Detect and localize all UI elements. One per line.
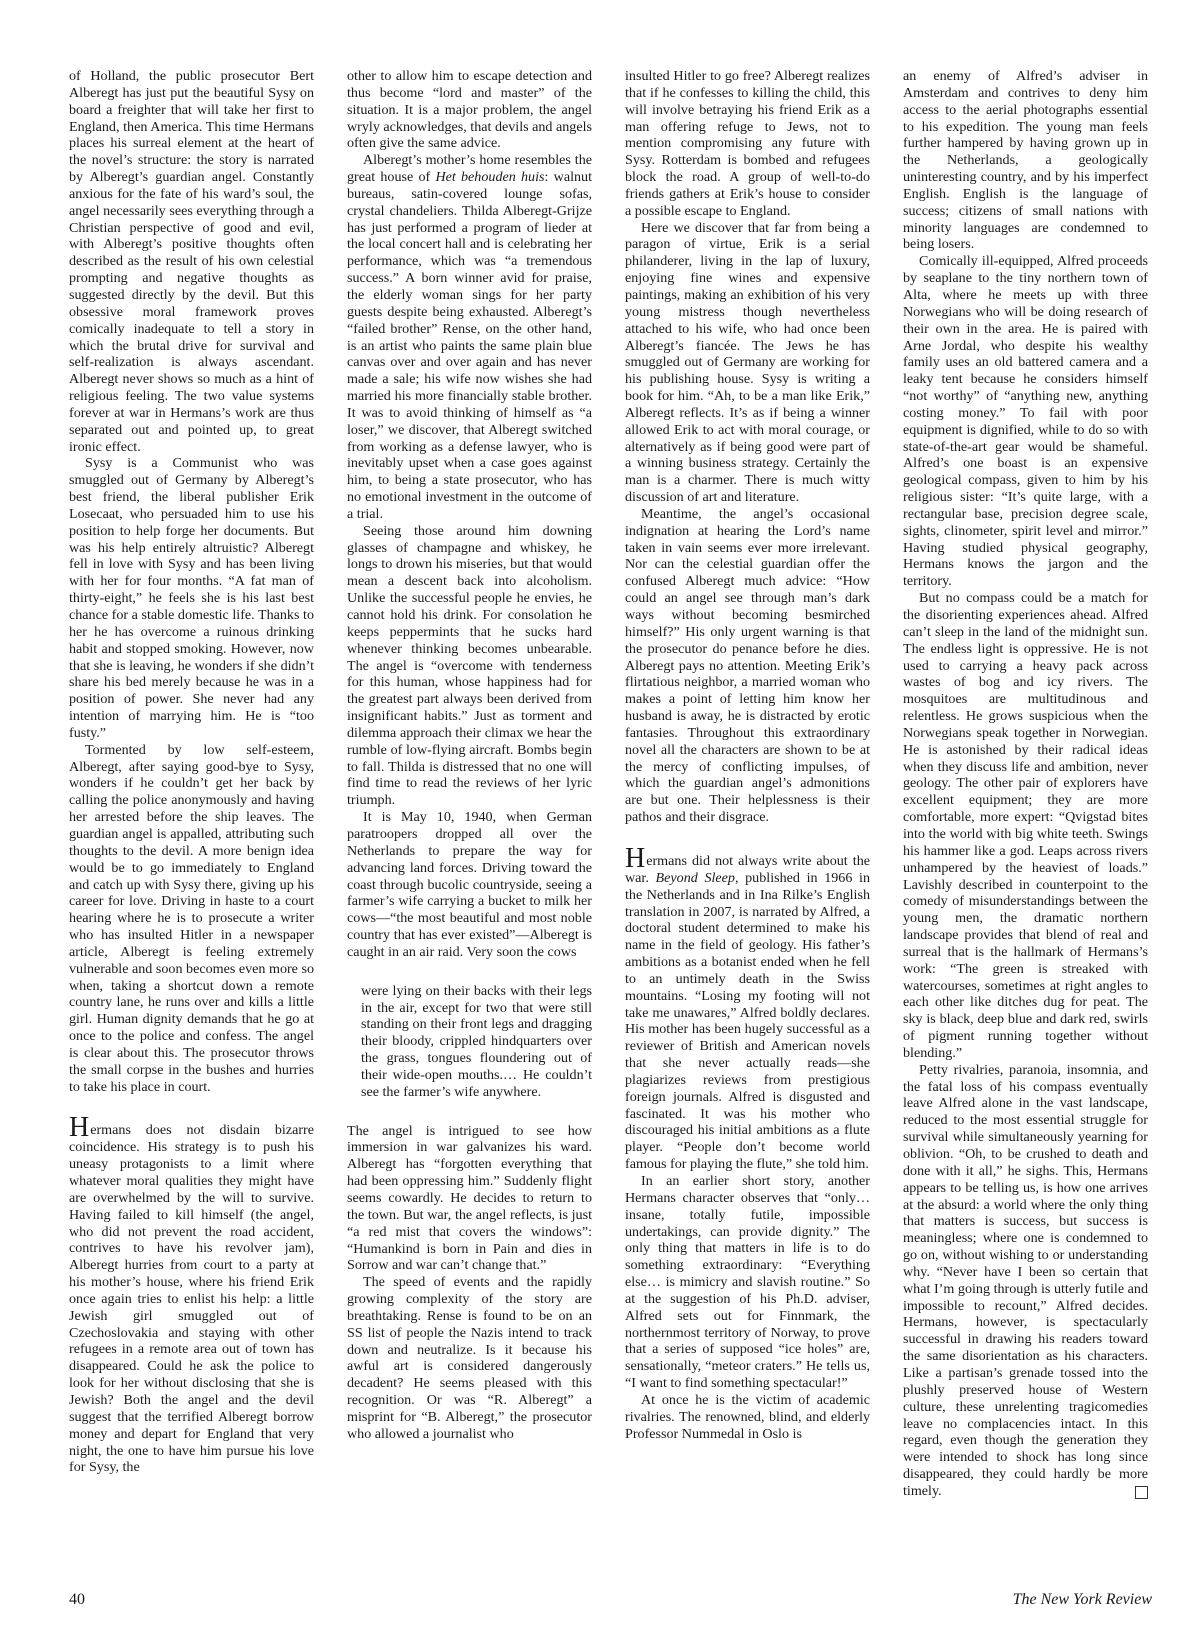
- paragraph-text: ermans does not disdain bizarre coincidence. His strategy is to push his uneasy protagonists to a limit where whatever moral qualities they might have are overwhelmed by the will to survive. Having failed to kill himself (the angel, who did not prevent the road accident, contrives to have his revolver jam), Alberegt hurries from court to a party at his mother’s house, where his friend Erik once again tries to enlist his help: a little Jewish girl smuggled out of Czechoslovakia and staying with other refugees in a remote area out of town has disappeared. Could he ask the police to look for her without disclosing that she is Jewish? Both the angel and the devil suggest that the terrified Alberegt borrow money and depart for England that very night, the one to have him pursue his love for Sysy, the: [69, 1122, 314, 1476]
- text-column-4: [903, 68, 1148, 1580]
- paragraph: In an earlier short story, another Hermans character observes that “only… insane, totally futile, impossible undertakings, can provide dignity.” The only thing that matters in life is to do something extraordinary: “Everything else… is mimicry and slavish routine.” So at the suggestion of his Ph.D. adviser, Alfred sets out for Finnmark, the northernmost territory of Norway, to prove that a series of supposed “ice holes” are, sensationally, “meteor craters.” He tells us, “I want to find something spectacular!”: [625, 1173, 870, 1392]
- paragraph: At once he is the victim of academic rivalries. The renowned, blind, and elderly Professor Nummedal in Oslo is: [625, 1391, 870, 1442]
- paragraph: It is May 10, 1940, when German paratroopers dropped all over the Netherlands to prepare the way for advancing land forces. Driving toward the coast through bucolic countryside, seeing a farmer’s wife carrying a bucket to milk her cows—“the most beautiful and most noble country that has ever existed”—Alberegt is caught in an air raid. Very soon the cows: [347, 809, 592, 960]
- paragraph: [347, 152, 592, 523]
- paragraph: Meantime, the angel’s occasional indignation at hearing the Lord’s name taken in vain seems ever more irrelevant. Nor can the celestial guardian offer the confused Alberegt much advice: “How could an angel see through man’s dark ways without becoming besmirched himself?” His only urgent warning is that the prosecutor do penance before he dies. Alberegt pays no attention. Meeting Erik’s flirtatious neighbor, a married woman who makes a point of letting him know her husband is away, he is distracted by erotic fantasies. Throughout this extraordinary novel all the characters are shown to be at the mercy of conflicting impulses, of which the guardian angel’s admonitions are but one. Their helplessness is their pathos and their disgrace.: [625, 505, 870, 826]
- text-column-3: [625, 68, 870, 1580]
- book-title: Beyond Sleep: [655, 869, 735, 886]
- paragraph: The speed of events and the rapidly growing complexity of the story are breathtaking. Rense is found to be on an SS list of people the Nazis intend to track down and neutralize. Is it because his awful art is considered dangerously decadent? He seems pleased with this recognition. Or was “R. Alberegt” a misprint for “B. Alberegt,” the prosecutor who allowed a journalist who: [347, 1274, 592, 1442]
- drop-cap: H: [625, 842, 646, 874]
- paragraph: of Holland, the public prosecutor Bert Alberegt has just put the beautiful Sysy on board a freighter that will take her first to England, then America. This time Hermans places his surreal element at the heart of the novel’s structure: the story is narrated by Alberegt’s guardian angel. Constantly anxious for the fate of his ward’s soul, the angel necessarily sees everything through a Christian perspective of good and evil, with Alberegt’s positive thoughts often described as the result of his own celestial prompting and negative thoughts as suggested directly by the devil. But this obsessive moral framework proves comically inadequate to tell a story in which the brutal drive for survival and self-realization is always ascendant. Alberegt never shows so much as a hint of religious feeling. The two value systems forever at war in Hermans’s work are thus separated out and pointed up, to great ironic effect.: [69, 68, 314, 455]
- paragraph: an enemy of Alfred’s adviser in Amsterdam and contrives to deny him access to the aerial photographs essential to his expedition. The young man feels further hampered by having grown up in the Netherlands, a geologically uninteresting country, and by his imperfect English. English is the language of success; citizens of small nations with minority languages are condemned to being losers.: [903, 68, 1148, 253]
- page-number: 40: [69, 1591, 85, 1608]
- paragraph: Tormented by low self-esteem, Alberegt, after saying good-bye to Sysy, wonders if he couldn’t get her back by calling the police anonymously and having her arrested before the ship leaves. The guardian angel is appalled, attributing such thoughts to the devil. A more benign idea would be to go immediately to England and catch up with Sysy there, giving up his career for love. Driving in haste to a court hearing where he is to prosecute a writer who has insulted Hitler in a newspaper article, Alberegt is feeling extremely vulnerable and soon becomes even more so when, taking a shortcut down a remote country lane, he runs over and kills a little girl. Human dignity demands that he go at once to the police and confess. The angel is clear about this. The prosecutor throws the small corpse in the bushes and hurries to take his place in court.: [69, 741, 314, 1095]
- paragraph: Seeing those around him downing glasses of champagne and whiskey, he longs to drown his miseries, but that would mean a descent back into alcoholism. Unlike the successful people he envies, he cannot hold his drink. For consolation he keeps peppermints that he sucks hard whenever thinking becomes unbearable. The angel is “overcome with tenderness for this human, whose happiness had for the greatest part always been derived from insignificant habits.” Just as torment and dilemma approach their climax we hear the rumble of low-flying aircraft. Bombs begin to fall. Thilda is distressed that no one will find time to read the reviews of her lyric triumph.: [347, 522, 592, 809]
- paragraph-text: Alberegt’s mother’s home resembles the great house of: [347, 152, 592, 186]
- paragraph: insulted Hitler to go free? Alberegt realizes that if he confesses to killing the child, this will involve betraying his friend Erik as a man offering refuge to Jews, not to mention compromising any future with Sysy. Rotterdam is bombed and refugees block the road. A group of well-to-do friends gathers at Erik’s house to consider a possible escape to England.: [625, 68, 870, 219]
- paragraph: But no compass could be a match for the disorienting experiences ahead. Alfred can’t sleep in the land of the midnight sun. The endless light is oppressive. He is not used to carrying a heavy pack across wastes of bog and icy rivers. The mosquitoes are multitudinous and relentless. He grows suspicious when the Norwegians speak together in Norwegian. He is astonished by their radical ideas when they discuss life and ambition, never geology. The other pair of explorers have excellent equipment; they are more comfortable, more expert: “Qvigstad bites into the world with big white teeth. Swings his hammer like a god. Leaps across rivers unhampered by the heaviest of loads.” Lavishly described in counterpoint to the comedy of misunderstandings between the young men, the dramatic northern landscape provides that blend of real and surreal that is the hallmark of Hermans’s work: “The green is streaked with watercourses, sometimes at right angles to each other like ditches dug for peat. The sky is black, deep blue and dark red, swirls of pigment running together without blending.”: [903, 590, 1148, 1061]
- paragraph-text: : walnut bureaus, satin-covered lounge sofas, crystal chandeliers. Thilda Alberegt-Grijze has just performed a program of lieder at the local concert hall and is celebrating her performance, which was “a tremendous success.” A born winner avid for praise, the elderly woman sings for her party guests despite being exhausted. Alberegt’s “failed brother” Rense, on the other hand, is an artist who paints the same plain blue canvas over and over again and has never made a sale; his wife now wishes she had married his more financially stable brother. It was to avoid thinking of himself as “a loser,” we discover, that Alberegt switched from working as a defense lawyer, who is inevitably upset when a case goes against him, to being a state prosecutor, who has no emotional investment in the outcome of a trial.: [347, 169, 592, 522]
- paragraph: The angel is intrigued to see how immersion in war galvanizes his ward. Alberegt has “forgotten everything that had been oppressing him.” Suddenly flight seems cowardly. He decides to return to the town. But war, the angel reflects, is just “a red mist that covers the windows”: “Humankind is born in Pain and dies in Sorrow and war can’t change that.”: [347, 1122, 592, 1274]
- paragraph-text: Petty rivalries, paranoia, insomnia, and the fatal loss of his compass eventually leave Alfred alone in the vast landscape, reduced to the most essential struggle for survival while simultaneously yearning for oblivion. “Oh, to be crushed to death and done with it all,” he sighs. This, Hermans appears to be telling us, is how one arrives at the absurd: a world where the only thing that matters is success, but success is meaningless; where one is condemned to go on, without wishing to or understanding why. “Never have I been so certain that what I’m going through is utterly futile and impossible to recount,” Alfred decides. Hermans, however, is spectacularly successful in drawing his readers toward the same disorientation as his characters. Like a partisan’s grenade tossed into the plushly preserved house of Western culture, these unrelenting tragicomedies leave no complacencies intact. In this regard, even though the generation they were intended to shock has long since disappeared, they could hardly be more timely.: [903, 1061, 1148, 1499]
- drop-cap: H: [69, 1112, 90, 1144]
- paragraph-text: ermans did not always write about the war.: [625, 852, 870, 886]
- section-paragraph: [625, 842, 870, 1173]
- publication-name: The New York Review: [1012, 1591, 1152, 1608]
- paragraph: other to allow him to escape detection and thus become “lord and master” of the situation. It is a major problem, the angel wryly acknowledges, that devils and angels often give the same advice.: [347, 68, 592, 152]
- block-quote: were lying on their backs with their legs in the air, except for two that were still standing on their front legs and dragging their bloody, crippled hindquarters over the grass, tongues floundering out of their wide-open mouths.… He couldn’t see the farmer’s wife anywhere.: [361, 982, 592, 1100]
- paragraph: Sysy is a Communist who was smuggled out of Germany by Alberegt’s best friend, the liberal publisher Erik Losecaat, who persuaded him to use his position to help forge her documents. But was his help entirely altruistic? Alberegt fell in love with Sysy and has been living with her for four months. “A fat man of thirty-eight,” he feels she is his last best chance for a stable domestic life. Thanks to her he has overcome a ruinous drinking habit and stopped smoking. However, now that she is leaving, he wonders if she didn’t share his bed merely because he was in a position of power. She never had any intention of marrying him. He is “too fusty.”: [69, 455, 314, 741]
- text-column-2: [347, 68, 592, 1580]
- section-paragraph: [69, 1112, 314, 1476]
- book-title: Het behouden huis: [435, 169, 545, 186]
- paragraph: Comically ill-equipped, Alfred proceeds by seaplane to the tiny northern town of Alta, where he meets up with three Norwegians who will be doing research of their own in the area. He is paired with Arne Jordal, who despite his wealthy family uses an old battered camera and a leaky tent because he considers himself “not worthy” of “anything new, anything costing money.” To fail with poor equipment is dignified, while to do so with state-of-the-art gear would be shameful. Alfred’s one boast is an expensive geological compass, given to him by his religious sister: “It’s quite large, with a rectangular base, precision degree scale, sights, clinometer, spirit level and mirror.” Having studied physical geography, Hermans knows the jargon and the territory.: [903, 253, 1148, 590]
- paragraph: Here we discover that far from being a paragon of virtue, Erik is a serial philanderer, living in the lap of luxury, enjoying fine wines and expensive paintings, making an exhibition of his very young mistress though nevertheless attached to his wife, who had once been Alberegt’s fiancée. The Jews he has smuggled out of Germany are working for his publishing house. Sysy is writing a book for him. “Ah, to be a man like Erik,” Alberegt reflects. It’s as if being a winner allowed Erik to act with moral courage, or alternatively as if being good were part of a winning business strategy. Certainly the man is a charmer. There is much witty discussion of art and literature.: [625, 219, 870, 506]
- text-column-1: [69, 68, 314, 1580]
- paragraph: [903, 1062, 1148, 1500]
- end-of-article-mark: [1135, 1486, 1148, 1499]
- paragraph-text: , published in 1966 in the Netherlands and in Ina Rilke’s English translation in 2007, is narrated by Alfred, a doctoral student determined to make his name in the field of geology. His father’s ambitions as a botanist ended when he fell to an untimely death in the Swiss mountains. “Losing my footing will not take me unawares,” Alfred boldly declares. His mother has been hugely successful as a reviewer of British and American novels that she never actually reads—she plagiarizes reviews from prestigious foreign journals. Alfred is disgusted and fascinated. It was his mother who discouraged his initial ambitions as a flute player. “People don’t become world famous for playing the flute,” she told him.: [625, 869, 870, 1173]
